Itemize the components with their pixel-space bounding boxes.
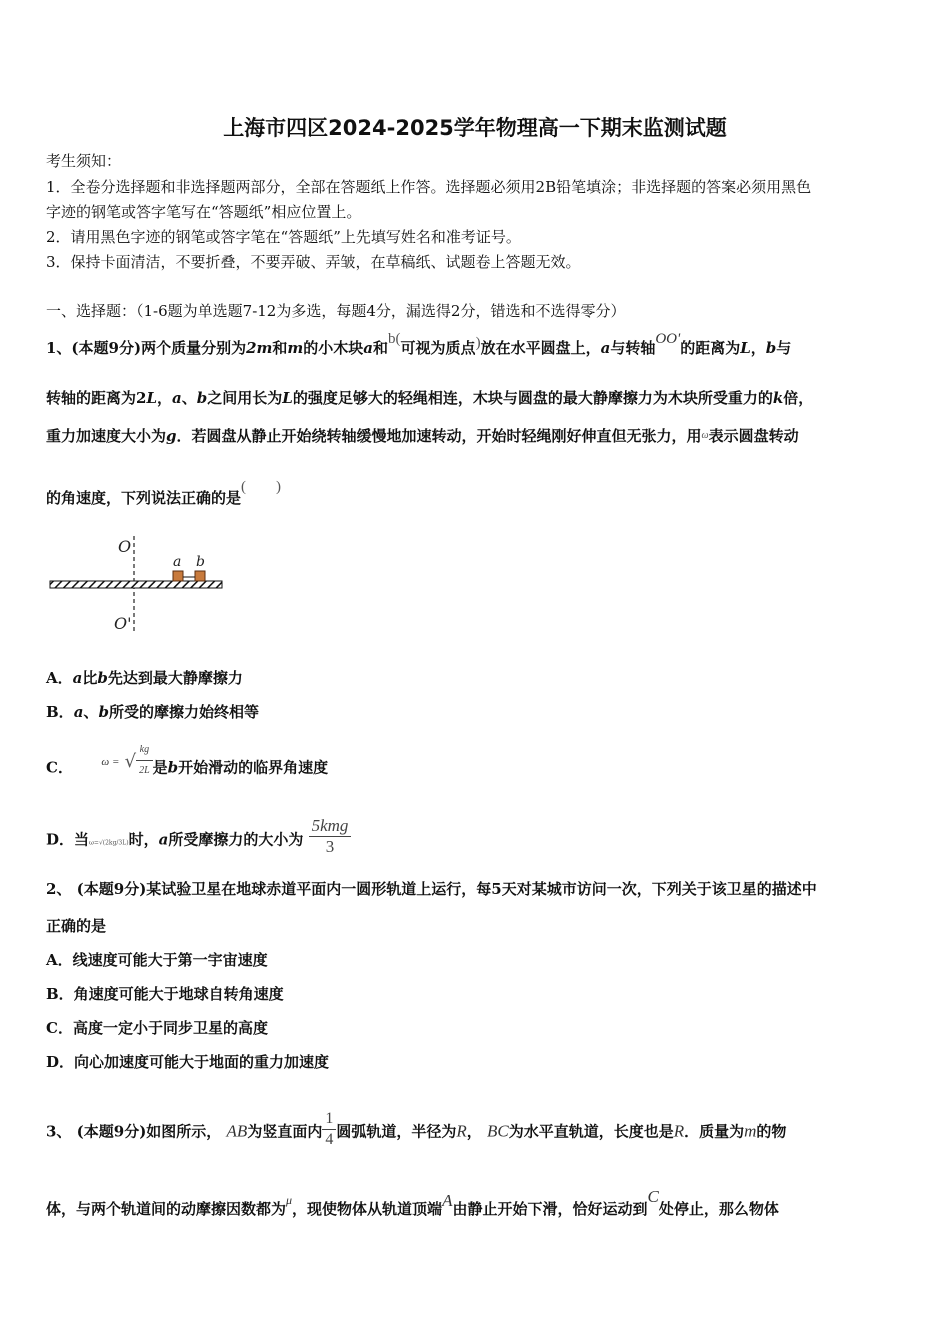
q1-text: 表示圆盘转动: [708, 427, 799, 445]
q1-math-b: b(: [388, 331, 401, 347]
q1-text: 可视为质点: [400, 339, 476, 357]
q1-math-oo: OO': [655, 331, 681, 347]
q1-text: 、: [181, 389, 197, 407]
q1-text: ，: [750, 339, 766, 357]
formula-fraction: [136, 740, 153, 781]
q1-text: 的角速度，下列说法正确的是: [46, 489, 242, 507]
q3-text: ，现使物体从轨道顶端: [292, 1200, 443, 1218]
notice-item-2: 2．请用黑色字迹的钢笔或答字笔在“答题纸”上先填写姓名和准考证号。: [46, 228, 521, 246]
q1-var: b: [97, 669, 108, 687]
section-heading: 一、选择题：（1-6题为单选题7-12为多选，每题4分，漏选得2分，错选和不选得零分）: [46, 302, 626, 320]
q1-line1: [46, 331, 792, 359]
q1-text: 和: [373, 339, 389, 357]
q1-var: g: [166, 427, 177, 445]
option-letter: C．: [46, 758, 73, 777]
q3-text: ．质量为: [684, 1122, 745, 1141]
q3-text: 的物: [756, 1122, 787, 1141]
q1-text: 与转轴: [610, 339, 656, 357]
q3-math: m: [744, 1121, 757, 1141]
q3-text: 为水平直轨道，长度也是: [508, 1122, 674, 1141]
q1-text: 1、(本题9分)两个质量分别为: [46, 339, 247, 357]
q3-text: ，: [466, 1122, 482, 1141]
q1-var: b: [765, 339, 777, 357]
q3-line2: [46, 1187, 779, 1220]
q1-text: 的强度足够大的轻绳相连，木块与圆盘的最大静摩擦力为木块所受重力的: [292, 389, 773, 407]
formula-fraction: [309, 816, 352, 857]
frac-den: 3: [309, 836, 352, 857]
q2-line1: 2、 (本题9分)某试验卫星在地球赤道平面内一圆形轨道上运行，每5天对某城市访问一次，下列关于该卫星的描述中: [46, 880, 817, 898]
q1-option-d: [46, 816, 351, 861]
q1-text: 之间用长为: [207, 389, 283, 407]
q1-line4: [46, 479, 282, 509]
label-o-bottom: O': [114, 614, 132, 633]
q1-var: a: [600, 339, 611, 357]
q1-var: L: [282, 389, 293, 407]
sqrt-symbol: √: [124, 750, 137, 772]
notice-heading: 考生须知：: [46, 152, 122, 170]
q1-var: b: [167, 758, 179, 777]
q3-text: 3、 (本题9分)如图所示，: [46, 1122, 222, 1141]
frac-num: 1: [325, 1110, 334, 1127]
q3-text: 为竖直面内: [247, 1122, 323, 1141]
q1-text: 、: [83, 703, 99, 721]
frac-num: 5kmg: [311, 816, 349, 835]
q1-text: 的小木块: [303, 339, 364, 357]
notice-item-1: 1．全卷分选择题和非选择题两部分，全部在答题纸上作答。选择题必须用2B铅笔填涂；非选择题的答案必须用黑色: [46, 178, 812, 196]
q2-option-b: B．角速度可能大于地球自转角速度: [46, 985, 284, 1003]
q1-var: m: [287, 339, 304, 357]
q2-option-c: C．高度一定小于同步卫星的高度: [46, 1019, 268, 1037]
label-a: a: [173, 554, 182, 570]
q1-var: a: [158, 830, 169, 849]
q1-line3: [46, 426, 799, 449]
block-a: [173, 571, 183, 581]
label-b: b: [196, 554, 205, 570]
q3-fraction: [322, 1109, 336, 1150]
option-letter: D．: [46, 830, 75, 849]
q3-text: 由静止开始下滑，恰好运动到: [452, 1200, 648, 1218]
q3-line1: [46, 1112, 786, 1153]
q1-text: 放在水平圆盘上，: [480, 339, 601, 357]
q1-text: ．若圆盘从静止开始绕转轴缓慢地加速转动，开始时轻绳刚好伸直但无张力，用: [176, 427, 702, 445]
q3-math: R: [456, 1121, 467, 1141]
q1-text: ，: [157, 389, 173, 407]
q2-option-a: A．线速度可能大于第一宇宙速度: [46, 951, 268, 969]
notice-item-1-cont: 字迹的钢笔或答字笔写在“答题纸”相应位置上。: [46, 203, 362, 221]
q1-var: a: [72, 669, 83, 687]
q3-math: C: [647, 1187, 659, 1206]
frac-den: 2L: [136, 760, 153, 781]
q1-var: k: [772, 389, 784, 407]
q3-text: 体，与两个轨道间的动摩擦因数都为: [46, 1200, 287, 1218]
q1-text: 时，: [128, 830, 159, 849]
q1-var: a: [73, 703, 84, 721]
q1-text: 是: [152, 758, 168, 777]
page-title: 上海市四区2024-2025学年物理高一下期末监测试题: [223, 116, 727, 140]
q3-math: μ: [286, 1193, 293, 1207]
q1-var: b: [196, 389, 208, 407]
q1-text: 的距离为: [680, 339, 741, 357]
q1-line2: [46, 388, 813, 408]
q1-text: 所受的摩擦力始终相等: [108, 703, 259, 721]
formula-omega: ω =: [101, 755, 120, 768]
disk: [50, 581, 222, 588]
q2-option-d: D．向心加速度可能大于地面的重力加速度: [46, 1053, 330, 1071]
option-letter: B．: [46, 703, 74, 721]
q1-text: 倍，: [783, 389, 814, 407]
frac-num: kg: [139, 744, 150, 755]
q1-text: 所受摩擦力的大小为: [168, 830, 304, 849]
q1-text: 重力加速度大小为: [46, 427, 167, 445]
q3-text: 处停止，那么物体: [658, 1200, 779, 1218]
q3-math: R: [673, 1121, 685, 1141]
q1-text: 开始滑动的临界角速度: [178, 758, 329, 777]
q1-answer-paren: ( ): [241, 479, 282, 495]
q1-text: 和: [272, 339, 288, 357]
q1-text: 比: [82, 669, 98, 687]
frac-den: 4: [322, 1129, 336, 1150]
q1-var: L: [740, 339, 751, 357]
q1-var: 2m: [246, 339, 273, 357]
label-o-top: O: [118, 537, 132, 556]
q1-option-b: [46, 702, 259, 722]
block-b: [195, 571, 205, 581]
q1-option-c: [46, 744, 329, 789]
q1-var: b: [98, 703, 109, 721]
q1-var: L: [146, 389, 157, 407]
notice-item-3: 3．保持卡面清洁，不要折叠，不要弄破、弄皱，在草稿纸、试题卷上答题无效。: [46, 253, 581, 271]
q1-text: 与: [776, 339, 792, 357]
q3-math: BC: [486, 1121, 509, 1141]
q1-math-omega: ω: [701, 430, 709, 441]
q3-math: A: [442, 1191, 453, 1210]
q1-var: a: [363, 339, 374, 357]
option-letter: A．: [46, 669, 73, 687]
q1-var: a: [172, 389, 182, 407]
q3-text: 圆弧轨道，半径为: [336, 1122, 457, 1141]
q1-figure: [46, 528, 236, 638]
formula-small: ω=√(2kg/3L): [89, 839, 129, 847]
q1-math-paren: ): [475, 335, 481, 351]
q1-text: 当: [74, 830, 90, 849]
q1-option-a: [46, 668, 243, 688]
q1-text: 转轴的距离为2: [46, 389, 147, 407]
q3-math: AB: [226, 1121, 248, 1141]
q2-line2: 正确的是: [46, 917, 107, 935]
q1-text: 先达到最大静摩擦力: [107, 669, 243, 687]
